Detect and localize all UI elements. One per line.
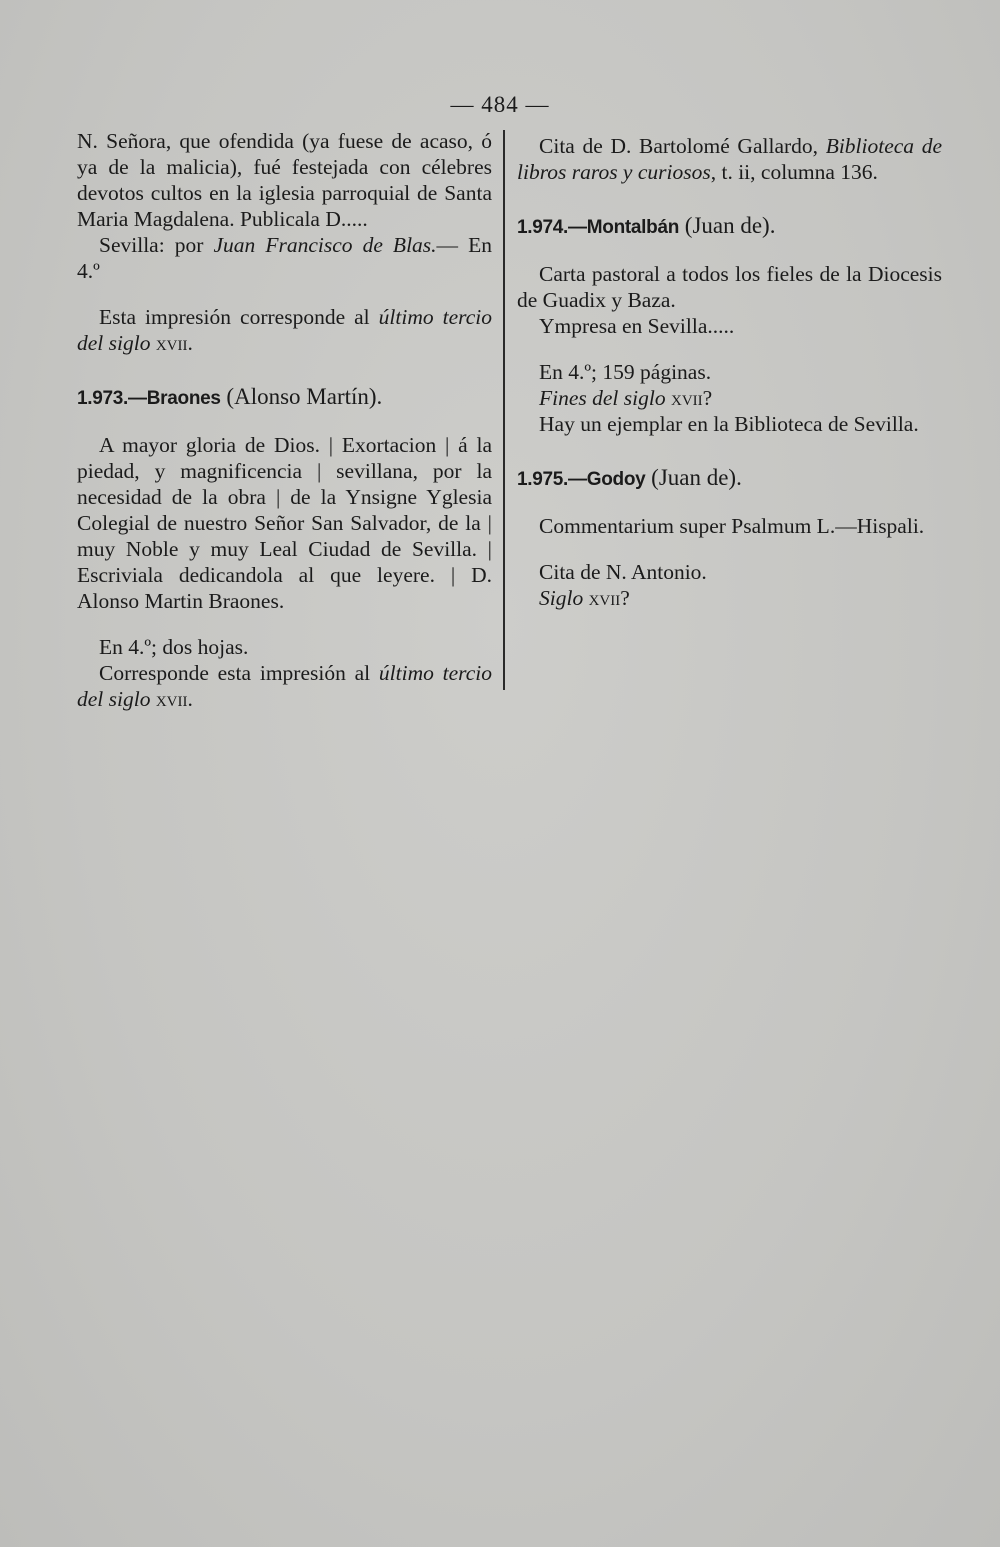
entry-author-given: (Alonso Martín).	[220, 384, 383, 409]
entry-dating	[517, 385, 942, 411]
entry-title: A mayor gloria de Dios. | Exortacion | á la piedad, y magnificencia | sevillana, por la necesidad de la obra | de la Ynsigne Yglesia Colegial de nuestro Señor San Salvador, de la | muy Noble y muy Leal Ciudad de Sevilla. | Escriviala dedicandola al que leyere. | D. Alonso Martin Braones.	[77, 433, 492, 613]
dating-note-italic: último tercio del siglo	[77, 305, 492, 355]
entry-title: Carta pastoral a todos los fieles de la Diocesis de Guadix y Baza.	[517, 262, 942, 312]
entry-dash: —	[568, 217, 587, 238]
dating-note	[77, 304, 492, 356]
entry-dating-century: xvii?	[583, 586, 630, 610]
entry-number: 1.974.	[517, 217, 569, 238]
entry-author-surname: Braones	[146, 388, 221, 409]
entry-dash: —	[568, 469, 587, 490]
continued-paragraph: N. Señora, que ofendida (ya fuese de acaso, ó ya de la malicia), fué festejada con célebres devotos cultos en la iglesia parroquial de Santa Maria Magdalena. Publicala D.....	[77, 129, 492, 231]
dating-note-century: xvii.	[150, 331, 193, 355]
entry-format: En 4.º; 159 páginas.	[539, 360, 712, 384]
dating-note-text: Corresponde esta impresión al	[99, 661, 379, 685]
column-rule	[503, 130, 505, 690]
entry-citation: Cita de N. Antonio.	[539, 560, 707, 584]
page-number: — 484 —	[450, 92, 550, 117]
entry-author-surname: Montalbán	[586, 217, 680, 238]
citation-text: Cita de D. Bartolomé Gallardo,	[539, 134, 826, 158]
citation-work: Biblioteca de libros raros y curiosos	[517, 134, 943, 184]
entry-number: 1.975.	[517, 469, 569, 490]
entry-dating-italic: Siglo	[539, 586, 584, 610]
entry-dating-italic: Fines del siglo	[539, 386, 666, 410]
entry-title: Commentarium super Psalmum L.—Hispali.	[539, 514, 925, 538]
dating-note	[77, 660, 492, 712]
imprint-place: Sevilla: por	[99, 233, 214, 257]
entry-author-given: (Juan de).	[645, 465, 742, 490]
entry-author-surname: Godoy	[586, 469, 646, 490]
entry-format: En 4.º; dos hojas.	[99, 635, 249, 659]
citation-note	[517, 133, 942, 185]
right-column	[517, 133, 942, 611]
dating-note-century: xvii.	[150, 687, 193, 711]
dating-note-text: Esta impresión corresponde al	[99, 305, 379, 329]
bleed-through-texture	[60, 730, 940, 986]
imprint-printer: Juan Francisco de Blas.	[213, 233, 437, 257]
entry-number: 1.973.	[77, 388, 129, 409]
entry-imprint: Ympresa en Sevilla.....	[539, 314, 735, 338]
entry-author-given: (Juan de).	[679, 213, 776, 238]
entry-copy-location: Hay un ejemplar en la Biblioteca de Sevilla.	[539, 412, 919, 436]
imprint-format: — En 4.º	[77, 233, 492, 283]
entry-heading-1973	[77, 384, 492, 412]
entry-dating	[517, 585, 942, 611]
left-column	[77, 128, 492, 712]
entry-dash: —	[128, 388, 147, 409]
imprint-line	[77, 232, 492, 284]
entry-heading-1975	[517, 465, 942, 493]
citation-volume: , t. ii, columna 136.	[710, 160, 878, 184]
dating-note-italic: último tercio del siglo	[77, 661, 492, 711]
entry-heading-1974	[517, 213, 942, 241]
entry-dating-century: xvii?	[665, 386, 713, 410]
